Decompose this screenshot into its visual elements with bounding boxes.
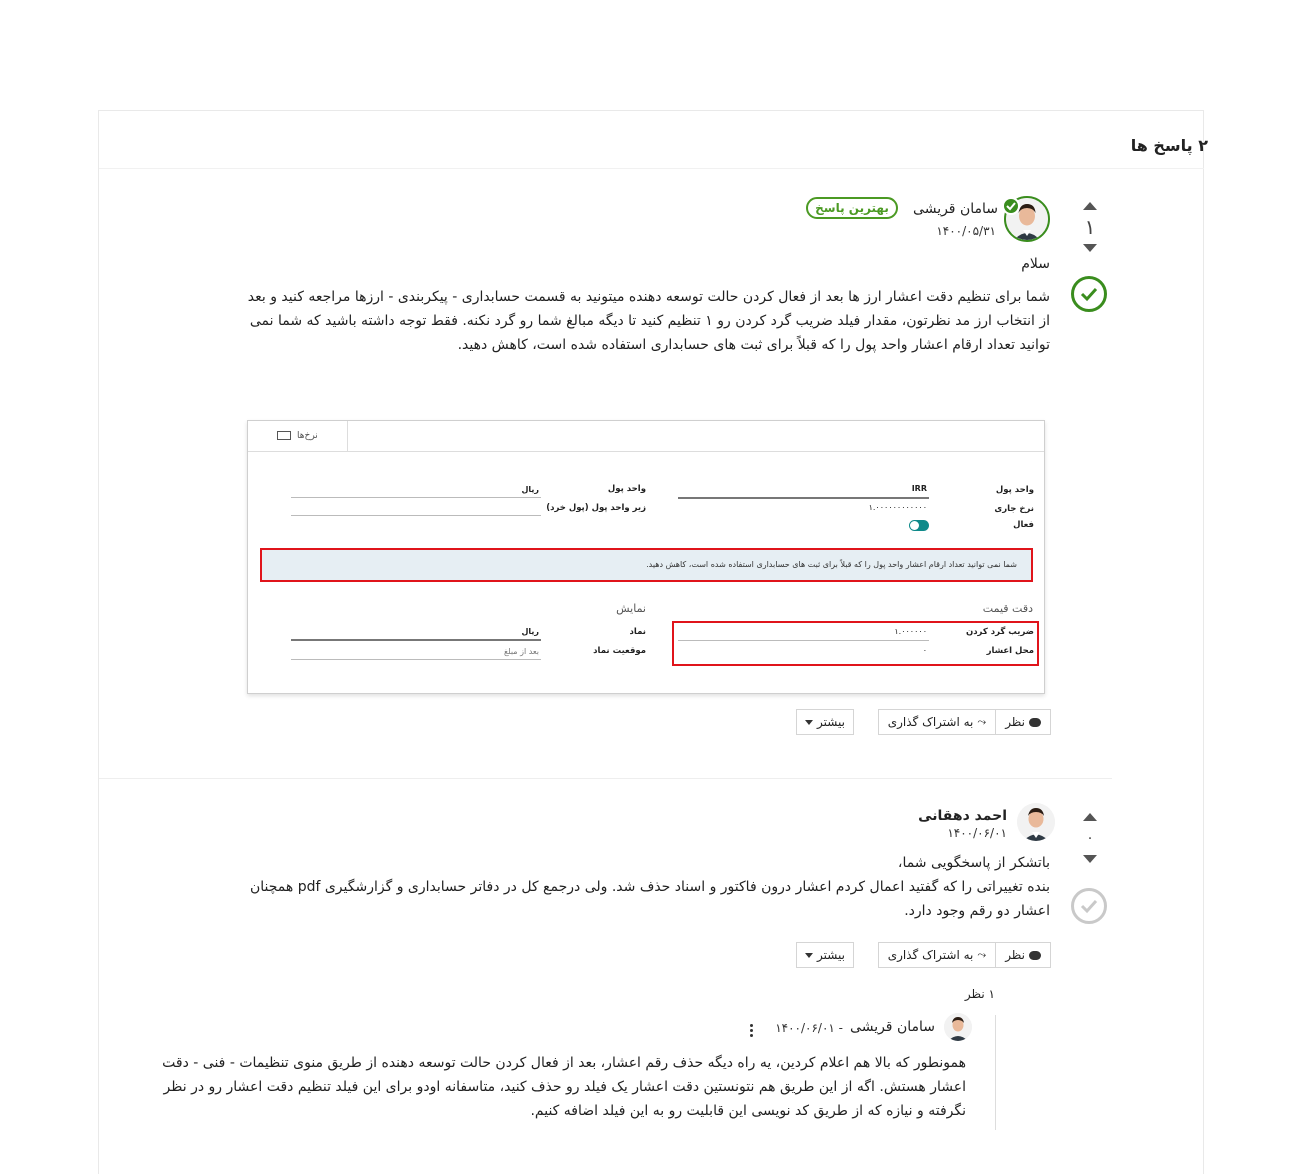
- answer-body: بنده تغییراتی را که گفتید اعمال کردم اعشار درون فاکتور و اسناد حذف شد. ولی درجمع کل در دفاتر حسابداری و گزارشگیری pdf همچنان اعشار دو رقم وجود دارد.: [249, 879, 1050, 919]
- symbol-position-line[interactable]: [291, 659, 541, 660]
- symbol-value: ریال: [521, 627, 539, 636]
- header-divider: [99, 168, 1204, 169]
- active-toggle[interactable]: [909, 520, 929, 531]
- accept-answer-icon[interactable]: [1071, 888, 1107, 924]
- kebab-menu-icon[interactable]: [749, 1024, 753, 1039]
- symbol-position-label: موقعیت نماد: [593, 646, 646, 656]
- answers-count-title: ۲ پاسخ ها: [1130, 136, 1208, 155]
- comment-indent-bar: [995, 1015, 996, 1130]
- accepted-check-icon[interactable]: [1071, 276, 1107, 312]
- vote-count: ۰: [1086, 830, 1094, 846]
- symbol-label: نماد: [629, 627, 646, 637]
- comment-date: - ۱۴۰۰/۰۶/۰۱: [775, 1021, 843, 1035]
- rounding-field-line[interactable]: [678, 640, 929, 641]
- verified-check-icon: [1002, 197, 1020, 215]
- answer-divider: [99, 778, 1112, 779]
- rate-label: نرخ جاری: [994, 504, 1034, 514]
- comment-avatar[interactable]: [944, 1013, 972, 1041]
- tab-rates: نرخ‌ها: [248, 421, 348, 452]
- unit-field-line[interactable]: [291, 497, 541, 498]
- comment-icon: [1029, 951, 1041, 960]
- money-icon: [277, 431, 291, 440]
- unit-value: ریال: [521, 485, 539, 494]
- post-date: ۱۴۰۰/۰۶/۰۱: [947, 826, 1007, 840]
- answer-body: شما برای تنظیم دقت اعشار ارز ها بعد از فعال کردن حالت توسعه دهنده میتونید به قسمت حسابداری - پیکربندی - ارزها مراجعه کنید و بعد از انتخاب ارز مد نظرتون، مقدار فیلد ضریب گرد کردن رو ۱ تنظیم کنید تا دیگه مبالغ شما رو گرد نکنه. فقط توجه داشته باشید که شما نمی توانید تعداد ارقام اعشار واحد پول را که قبلاً برای ثبت های حسابداری استفاده شده است، کاهش دهید.: [247, 289, 1050, 353]
- answer-2-vote: [1070, 813, 1110, 863]
- share-button[interactable]: ⤳ به اشتراک گذاری: [878, 709, 995, 735]
- comment-button[interactable]: نظر: [995, 942, 1051, 968]
- post-date: ۱۴۰۰/۰۵/۳۱: [936, 224, 996, 238]
- subunit-label: زیر واحد پول (پول خرد): [546, 503, 646, 513]
- answer-greeting: سلام: [1021, 256, 1050, 272]
- answer-1-actions: [878, 709, 1051, 735]
- share-icon: ⤳: [977, 948, 987, 961]
- symbol-position-value[interactable]: بعد از مبلغ: [503, 647, 539, 656]
- more-button[interactable]: بیشتر: [796, 942, 854, 968]
- upvote-icon[interactable]: [1083, 813, 1097, 821]
- caret-down-icon: [805, 953, 813, 958]
- unit-label: واحد پول: [607, 484, 646, 494]
- best-answer-badge: بهترین پاسخ: [806, 197, 898, 219]
- caret-down-icon: [805, 720, 813, 725]
- comments-count: ۱ نظر: [964, 987, 995, 1001]
- currency-value: IRR: [911, 484, 927, 493]
- subunit-field-line[interactable]: [291, 515, 541, 516]
- comment-body: همونطور که بالا هم اعلام کردین، یه راه دیگه حذف رقم اعشار، بعد از فعال کردن حالت توسعه دهنده از طریق منوی تنظیمات - فنی - دقت اعشار هستش. اگه از این طریق هم نتونستین دقت اعشار یک فیلد رو حذف کنید، متاسفانه اودو برای این فیلد تنظیم دقت اعشار رو در نظر نگرفته و نیازه که از طریق کد نویسی این قابلیت رو به این فیلد اضافه کنیم.: [162, 1055, 966, 1119]
- tab-bar: [248, 421, 1044, 452]
- answer-2-actions: [878, 942, 1051, 968]
- rounding-label: ضریب گرد کردن: [965, 627, 1034, 637]
- comment-icon: [1029, 718, 1041, 727]
- more-button[interactable]: بیشتر: [796, 709, 854, 735]
- vote-count: ۱: [1084, 215, 1096, 239]
- share-button[interactable]: ⤳ به اشتراک گذاری: [878, 942, 995, 968]
- rate-value: ۱.۰۰۰۰۰۰۰۰۰۰۰۰: [868, 503, 927, 512]
- avatar[interactable]: [1017, 803, 1055, 841]
- decimal-places-value: ۰: [922, 646, 927, 655]
- downvote-icon[interactable]: [1083, 855, 1097, 863]
- upvote-icon[interactable]: [1083, 202, 1097, 210]
- comment-button[interactable]: نظر: [995, 709, 1051, 735]
- decimal-warning: شما نمی توانید تعداد ارقام اعشار واحد پول را که قبلاً برای ثبت های حسابداری استفاده شده است، کاهش دهید.: [260, 548, 1033, 582]
- attached-screenshot: [247, 420, 1045, 694]
- rounding-value: ۱.۰۰۰۰۰۰: [894, 627, 927, 636]
- symbol-field-line[interactable]: [291, 639, 541, 641]
- answer-1-vote: [1070, 202, 1110, 252]
- currency-label: واحد پول: [995, 485, 1034, 495]
- display-title: نمایش: [616, 602, 646, 615]
- currency-field-line[interactable]: [678, 497, 929, 499]
- comment-author[interactable]: سامان قریشی: [850, 1019, 935, 1035]
- author-name[interactable]: احمد دهقانی: [918, 808, 1007, 824]
- active-label: فعال: [1013, 520, 1034, 530]
- decimal-places-label: محل اعشار: [986, 646, 1034, 656]
- share-icon: ⤳: [977, 715, 987, 728]
- answer-line-1: باتشکر از پاسخگویی شما،: [897, 855, 1050, 871]
- author-name[interactable]: سامان قریشی: [913, 201, 998, 217]
- downvote-icon[interactable]: [1083, 244, 1097, 252]
- precision-title: دقت قیمت: [982, 602, 1033, 615]
